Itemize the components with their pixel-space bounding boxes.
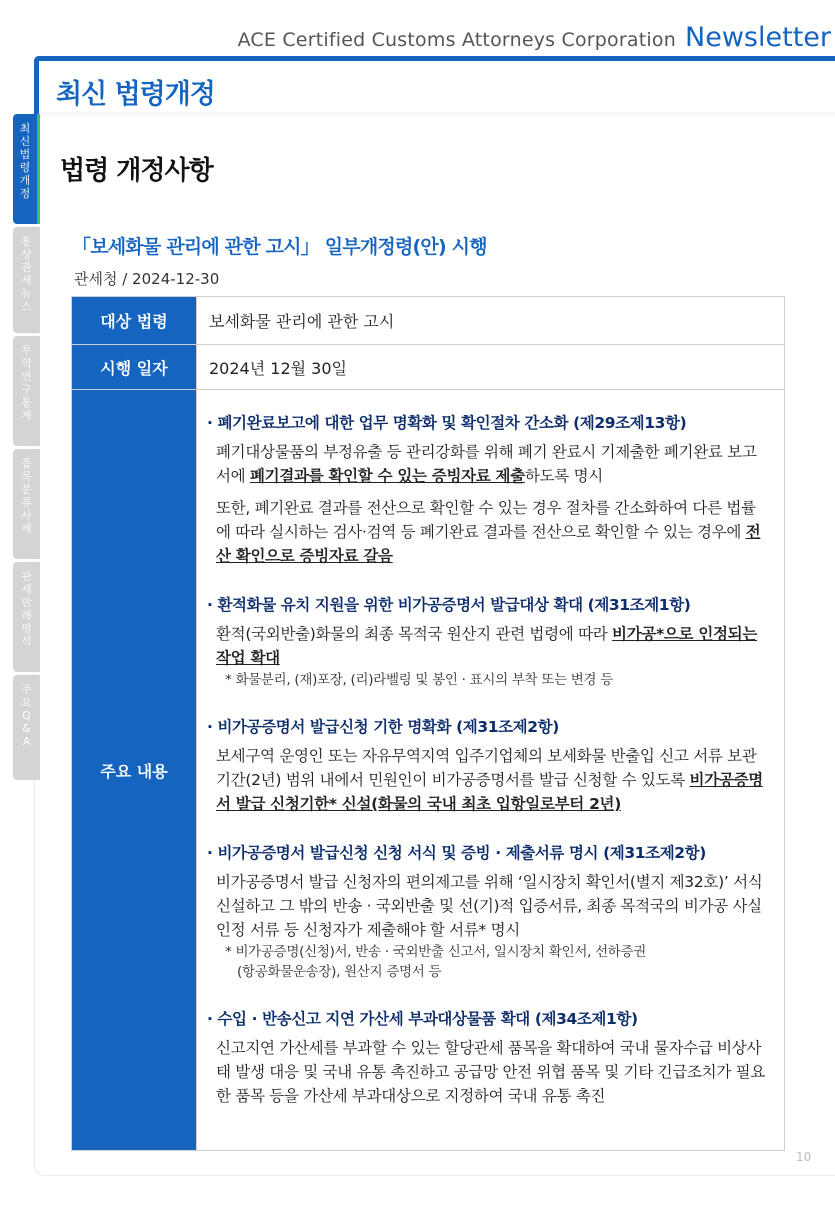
- item-paragraph: 또한, 폐기완료 결과를 전산으로 확인할 수 있는 경우 절차를 간소화하여 다른 법률에 따라 실시하는 검사·검역 등 폐기완료 결과를 전산으로 확인할 수 있는 경우에 전산 확인으로 증빙자료 갈음: [216, 499, 761, 565]
- table-header-cell: 대상 법령: [72, 297, 197, 345]
- company-name: ACE Certified Customs Attorneys Corporation: [237, 29, 676, 51]
- side-tab-trade-customs-news[interactable]: 통 상 관 세 뉴 스: [13, 227, 40, 333]
- main-content-cell: [197, 390, 785, 1151]
- table-header-cell: 주요 내용: [72, 390, 197, 1151]
- table-row: [72, 297, 785, 345]
- table-row: [72, 390, 785, 1151]
- page-number: 10: [796, 1150, 812, 1164]
- law-summary-table: [71, 296, 785, 1151]
- content-item: [207, 594, 770, 690]
- newsletter-header: [238, 22, 831, 53]
- content-item: [207, 1008, 770, 1108]
- item-title: · 폐기완료보고에 대한 업무 명확화 및 확인절차 간소화 (제29조제13항): [207, 414, 687, 432]
- item-title: · 환적화물 유치 지원을 위한 비가공증명서 발급대상 확대 (제31조제1항): [207, 596, 691, 614]
- law-source-date: 관세청 / 2024-12-30: [74, 270, 220, 288]
- item-footnote: * 비가공증명(신청)서, 반송 · 국외반출 신고서, 일시장치 확인서, 선하증권 (항공화물운송장), 원산지 증명서 등: [225, 944, 647, 980]
- item-title: · 비가공증명서 발급신청 기한 명확화 (제31조제2항): [207, 718, 559, 736]
- content-item: [207, 716, 770, 816]
- side-tab-precedent-review[interactable]: 관 세 판 례 평 석: [13, 562, 40, 672]
- table-value-cell: 보세화물 관리에 관한 고시: [197, 297, 785, 345]
- side-tab-nav: [13, 114, 40, 783]
- content-item: [207, 842, 770, 982]
- page-heading: 법령 개정사항: [60, 156, 213, 186]
- law-title: 「보세화물 관리에 관한 고시」 일부개정령(안) 시행: [72, 236, 487, 258]
- section-title: 최신 법령개정: [56, 79, 215, 110]
- newsletter-label: Newsletter: [685, 22, 831, 53]
- table-row: [72, 345, 785, 390]
- item-title: · 비가공증명서 발급신청 신청 서식 및 증빙 · 제출서류 명시 (제31조제2항): [207, 844, 706, 862]
- item-footnote: * 화물분리, (재)포장, (리)라벨링 및 봉인 · 표시의 부착 또는 변경 등: [225, 672, 613, 688]
- side-tab-latest-law[interactable]: 최 신 법 령 개 정: [13, 114, 40, 224]
- header-accent-bar: [34, 56, 835, 61]
- item-paragraph: 폐기대상물품의 부정유출 등 관리강화를 위해 폐기 완료시 기제출한 폐기완료 보고서에 폐기결과를 확인할 수 있는 증빙자료 제출하도록 명시: [216, 443, 757, 485]
- content-item: [207, 412, 770, 568]
- item-title: · 수입 · 반송신고 지연 가산세 부과대상물품 확대 (제34조제1항): [207, 1010, 638, 1028]
- header-divider: [39, 112, 835, 118]
- side-tab-classification-cases[interactable]: 품 목 분 류 사 례: [13, 449, 40, 559]
- item-paragraph: 보세구역 운영인 또는 자유무역지역 입주기업체의 보세화물 반출입 신고 서류 보관기간(2년) 범위 내에서 민원인이 비가공증명서를 발급 신청할 수 있도록 비가공증명서 발급 신청기한* 신설(화물의 국내 최초 입항일로부터 2년): [216, 747, 763, 813]
- header-accent-corner: [34, 56, 39, 114]
- side-tab-qna[interactable]: 주 요 Q & A: [13, 675, 40, 780]
- item-paragraph: 환적(국외반출)화물의 최종 목적국 원산지 관련 법령에 따라 비가공*으로 인정되는 작업 확대: [216, 625, 758, 667]
- table-header-cell: 시행 일자: [72, 345, 197, 390]
- side-tab-trade-research-stats[interactable]: 무 역 연 구 통 계: [13, 336, 40, 446]
- item-paragraph: 신고지연 가산세를 부과할 수 있는 할당관세 품목을 확대하여 국내 물자수급 비상사태 발생 대응 및 국내 유통 촉진하고 공급망 안전 위협 품목 및 기타 긴급조치가 필요한 품목 등을 가산세 부과대상으로 지정하여 국내 유통 촉진: [216, 1039, 765, 1105]
- table-value-cell: 2024년 12월 30일: [197, 345, 785, 390]
- item-paragraph: 비가공증명서 발급 신청자의 편의제고를 위해 ‘일시장치 확인서(별지 제32호)’ 서식 신설하고 그 밖의 반송 · 국외반출 및 선(기)적 입증서류, 최종 목적국의 비가공 사실 인정 서류 등 신청자가 제출해야 할 서류* 명시: [216, 873, 763, 939]
